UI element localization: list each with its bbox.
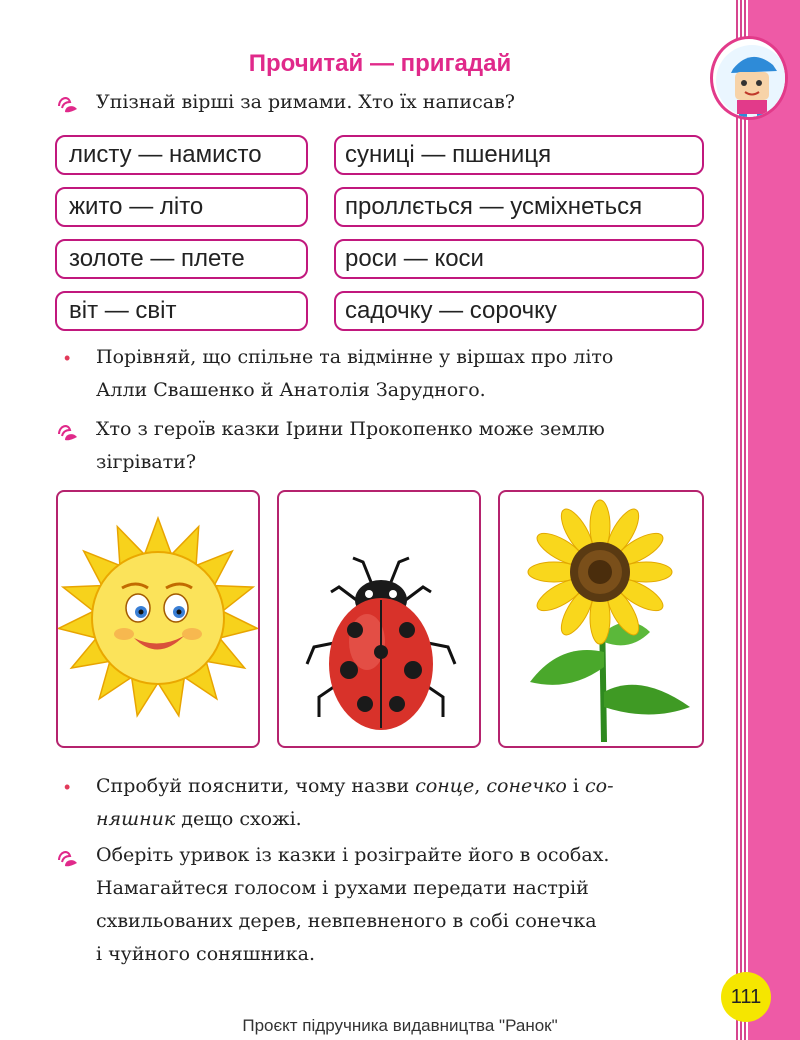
rhyme-box: листу — намисто — [55, 135, 308, 175]
leaf-icon — [56, 846, 80, 870]
rhyme-box: віт — світ — [55, 291, 308, 331]
ladybug-image-card — [277, 490, 481, 748]
bullet-icon: • — [64, 348, 71, 368]
margin-stripe — [748, 0, 800, 1040]
task-instruction-3-cont: і чуйного соняшника. — [96, 943, 316, 965]
sun-image — [58, 492, 260, 748]
task-instruction-3-cont: Намагайтеся голосом і рухами передати настрій — [96, 877, 589, 899]
bullet-icon: • — [64, 777, 71, 797]
rhyme-box: роси — коси — [334, 239, 704, 279]
rhyme-box: жито — літо — [55, 187, 308, 227]
rhyme-box: проллється — усміхнеться — [334, 187, 704, 227]
rhyme-box: садочку — сорочку — [334, 291, 704, 331]
task-instruction-3-cont: схвильованих дерев, невпевненого в собі сонечка — [96, 910, 597, 932]
margin-stripe-lines — [736, 0, 748, 1040]
bullet-text-line: няшник дещо схожі. — [96, 808, 302, 830]
ladybug-image — [279, 492, 481, 748]
page-number-badge: 111 — [721, 972, 771, 1022]
footer-text: Проєкт підручника видавництва "Ранок" — [242, 1016, 558, 1035]
bullet-text-line: Спробуй пояснити, чому назви сонце, сонечко і со- — [96, 775, 614, 797]
task-instruction-2-cont: зігрівати? — [96, 451, 197, 473]
sunflower-image-card — [498, 490, 704, 748]
page-title: Прочитай — пригадай — [248, 50, 512, 77]
sun-image-card — [56, 490, 260, 748]
sunflower-image — [500, 492, 704, 748]
bullet-text-line: Порівняй, що спільне та відмінне у віршах про літо — [96, 346, 614, 368]
bullet-text-line: Алли Свашенко й Анатолія Зарудного. — [96, 379, 486, 401]
leaf-icon — [56, 420, 80, 444]
task-instruction-1: Упізнай вірші за римами. Хто їх написав? — [96, 91, 515, 113]
task-instruction-2: Хто з героїв казки Ірини Прокопенко може землю — [96, 418, 605, 440]
leaf-icon — [56, 92, 80, 116]
mascot-avatar — [710, 36, 788, 120]
rhyme-box: суниці — пшениця — [334, 135, 704, 175]
rhyme-box: золоте — плете — [55, 239, 308, 279]
task-instruction-3: Оберіть уривок із казки і розіграйте його в особах. — [96, 844, 610, 866]
